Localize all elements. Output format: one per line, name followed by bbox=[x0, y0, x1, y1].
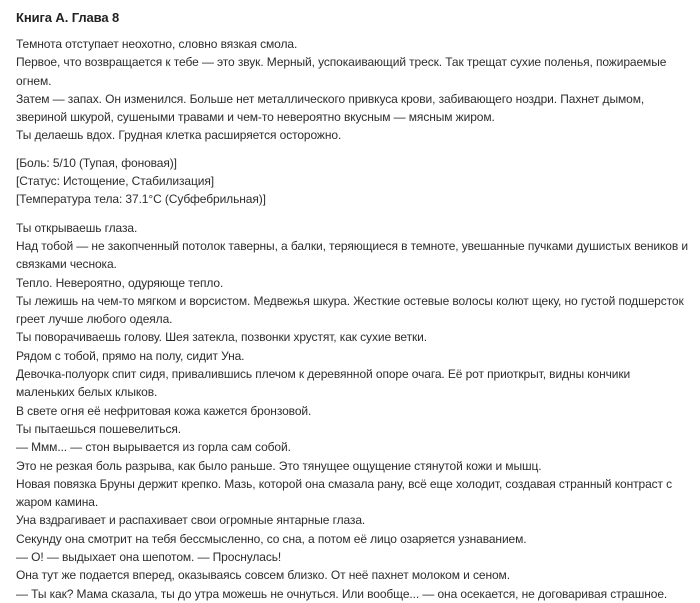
story-paragraph: Она тут же подается вперед, оказываясь совсем близко. От неё пахнет молоком и сеном. bbox=[16, 568, 510, 583]
story-paragraph: Затем — запах. Он изменился. Больше нет металлического привкуса крови, забивающего ноздри. Пахнет дымом, звериной шкурой, сушеными травами и чем-то невероятно вкусным — мясным жиром. bbox=[16, 91, 645, 125]
status-line-pain: [Боль: 5/10 (Тупая, фоновая)] bbox=[16, 155, 177, 170]
story-paragraph: Темнота отступает неохотно, словно вязкая смола. bbox=[16, 37, 298, 51]
story-paragraph: Ты поворачиваешь голову. Шея затекла, позвонки хрустят, как сухие ветки. bbox=[16, 330, 427, 345]
story-paragraph: Рядом с тобой, прямо на полу, сидит Уна. bbox=[16, 348, 245, 363]
status-line-state: [Статус: Истощение, Стабилизация] bbox=[16, 174, 214, 189]
story-paragraph: Уна вздрагивает и распахивает свои огромные янтарные глаза. bbox=[16, 513, 366, 528]
status-block bbox=[16, 154, 688, 209]
story-paragraph: Новая повязка Бруны держит крепко. Мазь, которой она смазала рану, всё еще холодит, создавая странный контраст с жаром камина. bbox=[16, 476, 673, 510]
story-paragraph: Первое, что возвращается к тебе — это звук. Мерный, успокаивающий треск. Так трещат сухие поленья, пожираемые огнем. bbox=[16, 55, 667, 88]
story-paragraph: Это не резкая боль разрыва, как было раньше. Это тянущее ощущение стянутой кожи и мышц. bbox=[16, 458, 542, 473]
story-paragraph: Тепло. Невероятно, одуряюще тепло. bbox=[16, 275, 224, 290]
story-paragraph: Секунду она смотрит на тебя бессмысленно, со сна, а потом её лицо озаряется узнаванием. bbox=[16, 531, 527, 546]
story-paragraph: Ты делаешь вдох. Грудная клетка расширяется осторожно. bbox=[16, 128, 342, 143]
story-paragraph: — Ммм... — стон вырывается из горла сам собой. bbox=[16, 440, 291, 455]
story-paragraph: — О! — выдыхает она шепотом. — Проснулась! bbox=[16, 550, 282, 565]
story-paragraph: Ты лежишь на чем-то мягком и ворсистом. Медвежья шкура. Жесткие остевые волосы колют щеку, но густой подшерсток греет лучше любого одеяла. bbox=[16, 293, 684, 327]
story-paragraph: Девочка-полуорк спит сидя, привалившись плечом к деревянной опоре очага. Её рот приоткрыт, видны кончики маленьких белых клыков. bbox=[16, 367, 631, 400]
story-paragraph: В свете огня её нефритовая кожа кажется бронзовой. bbox=[16, 403, 312, 418]
story-paragraph: — Ты как? Мама сказала, ты до утра можешь не очнуться. Или вообще... — она осекается, не договаривая страшное. bbox=[16, 586, 668, 601]
story-paragraph: Ты открываешь глаза. bbox=[16, 220, 138, 235]
story-paragraph: Над тобой — не закопченный потолок таверны, а балки, теряющиеся в темноте, увешанные пучками душистых веников и связками чеснока. bbox=[16, 238, 688, 272]
chapter-title: Книга А. Глава 8 bbox=[16, 10, 120, 25]
story-paragraph: Ты пытаешься пошевелиться. bbox=[16, 421, 181, 436]
status-line-temperature: [Температура тела: 37.1°C (Субфебрильная)] bbox=[16, 192, 266, 207]
